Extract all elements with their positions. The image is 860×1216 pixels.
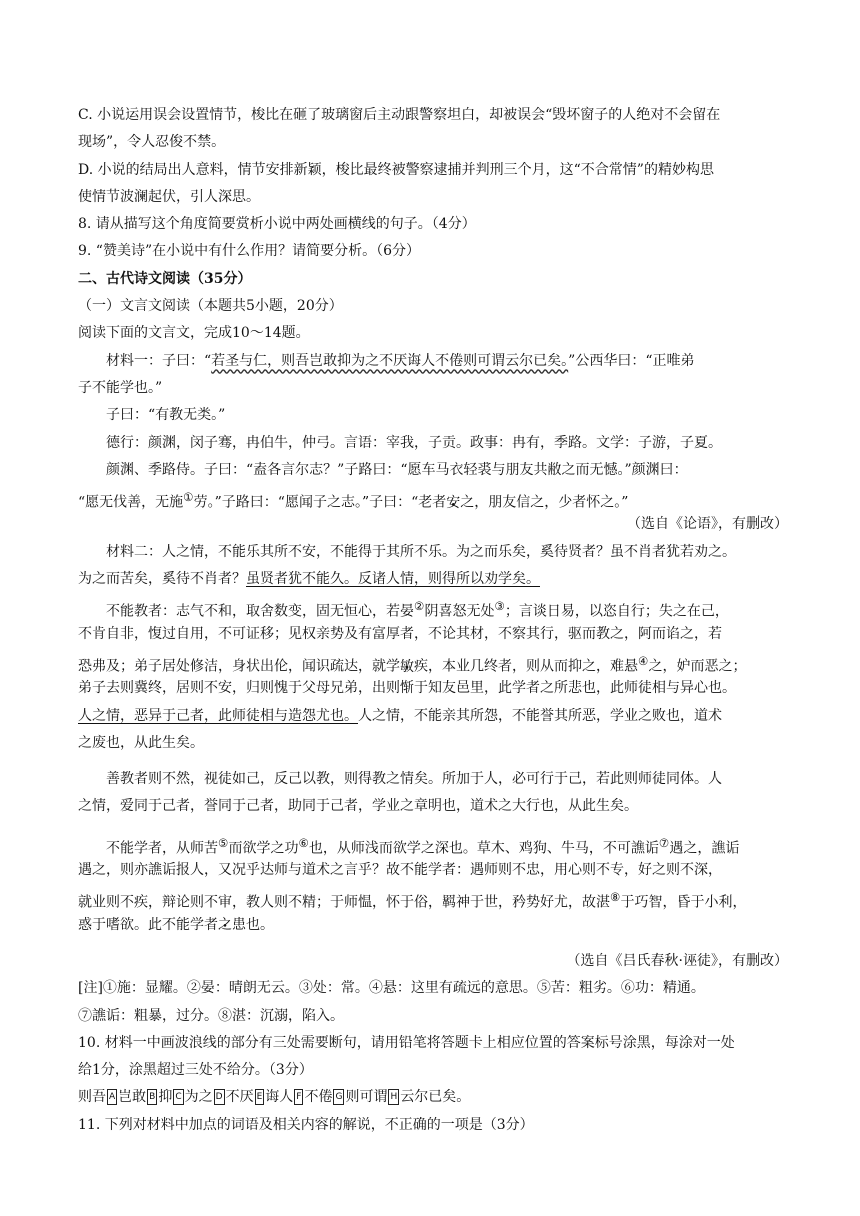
material2-p4-line3 xyxy=(78,884,788,911)
answer-box-d[interactable]: D xyxy=(214,1089,225,1105)
question-10-sentence xyxy=(78,1084,788,1111)
material1-line1-tail: ”公西华曰：“正唯弟 xyxy=(568,352,695,369)
material2-p2-line3-a: 恐弗及；弟子居处修洁，身状出伦，闻识疏达，就学 xyxy=(78,658,400,675)
footnote-marker: ② xyxy=(414,599,425,614)
answer-box-f[interactable]: F xyxy=(294,1089,303,1105)
material1-line5: 颜渊、季路侍。子曰：“盍各言尔志？”子路曰：“愿车马衣轻裘与朋友共敝之而无憾。”颜渊曰： xyxy=(106,461,688,478)
material2-p2-line1 xyxy=(78,593,788,620)
footnote-marker: ⑦ xyxy=(658,835,670,850)
material1-line6-c: 之，朋友信之，少者怀之。” xyxy=(460,494,629,511)
material2-p4-line2: 遇之，则亦譙诟报人，又况乎达师与道术之言乎？故不能学者：遇师则不忠，用心则不专，好之则不深， xyxy=(78,862,722,879)
material2-p2-line3 xyxy=(78,648,788,675)
wavy-underlined-passage: 若圣与仁，则吾岂敢抑为之不厌诲人不倦则可谓云尔已矣。 xyxy=(211,352,569,369)
footnote-marker: ⑥ xyxy=(298,835,309,850)
question-10-line1: 10. 材料一中画波浪线的部分有三处需要断句，请用铅笔将答题卡上相应位置的答案标号涂黑，每涂对一处 xyxy=(78,1034,735,1051)
material1-label: 材料一：子曰：“ xyxy=(106,352,212,369)
footnote-marker: ⑤ xyxy=(218,835,229,850)
footnote-marker: ④ xyxy=(638,653,649,668)
material2-source: （选自《吕氏春秋·诬徒》，有删改） xyxy=(566,952,788,969)
material2-p2-line5-b: 人之情，不能亲其所怨，不能誉其所恶，学业之败也，道术 xyxy=(358,707,722,724)
section-heading-ancient-poetry: 二、古代诗文阅读（35分） xyxy=(78,270,252,287)
sentence-segment: 则吾 xyxy=(78,1089,106,1106)
sentence-segment: 则可谓 xyxy=(345,1089,388,1106)
material2-p4-line1 xyxy=(78,830,788,857)
sentence-segment: 云尔已矣。 xyxy=(400,1089,471,1106)
material2-p4-line1-b: 而欲学之功 xyxy=(228,840,299,857)
material2-p4-line4-a: 惑于嗜欲。此不能学者 xyxy=(78,916,218,933)
q7-option-d-line2: 使情节波澜起伏，引人深思。 xyxy=(78,188,260,205)
footnote-marker: ⑧ xyxy=(610,890,621,905)
material1-line6-a: “愿无伐善，无施 xyxy=(78,494,184,511)
material2-p1-line2 xyxy=(78,566,788,593)
material2-p3-line2: 之情，爱同于己者，誉同于己者，助同于己者，学业之章明也，道术之大行也，从此生矣。 xyxy=(78,798,638,815)
material1-line6 xyxy=(78,484,788,511)
subsection-classical-reading: （一）文言文阅读（本题共5小题，20分） xyxy=(78,298,343,315)
sentence-segment: 不厌 xyxy=(225,1089,254,1106)
material2-p4-line1-a: 不能学者，从师苦 xyxy=(106,840,218,857)
material2-p2-line4: 弟子去则冀终，居则不安，归则愧于父母兄弟，出则惭于知友邑里，此学者之所悲也，此师徒相与异心也。 xyxy=(78,680,736,697)
material1-line1 xyxy=(78,348,788,375)
material2-p4-line1-d: 遇之，譙诟 xyxy=(669,840,740,857)
sentence-segment: 岂敢 xyxy=(118,1089,147,1106)
q7-option-c-line1: C. 小说运用误会设置情节，梭比在砸了玻璃窗后主动跟警察坦白，却被误会“毁坏窗子的人绝对不会留在 xyxy=(78,107,721,123)
material1-line6-b: 劳。”子路曰：“愿闻子之志。”子曰：“老者 xyxy=(193,494,447,511)
material1-line4: 德行：颜渊，闵子骞，冉伯牛，仲弓。言语：宰我，子贡。政事：冉有，季路。文学：子游，子夏。 xyxy=(106,434,722,451)
question-8: 8. 请从描写这个角度简要赏析小说中两处画横线的句子。（4分） xyxy=(78,216,476,233)
material2-p2-line1-c: ；言谈日易，以恣自行；失之在己， xyxy=(504,604,729,620)
q7-option-c-line2: 现场”，令人忍俊不禁。 xyxy=(78,134,226,151)
answer-box-g[interactable]: G xyxy=(333,1089,344,1105)
sentence-segment: 为之 xyxy=(184,1089,213,1106)
underlined-sentence: 虽贤者犹不能久。反诸人情，则得所以劝学矣。 xyxy=(246,571,540,588)
material2-p2-line3-c: 之，妒而恶之； xyxy=(648,658,747,675)
footnote-marker: ① xyxy=(183,490,194,505)
reading-instruction: 阅读下面的文言文，完成10～14题。 xyxy=(78,325,310,342)
dotted-word: 安 • xyxy=(446,495,460,511)
material1-line2: 子不能学也。” xyxy=(78,379,163,396)
material2-p4-line4-b: 患也。 xyxy=(232,916,274,933)
footnote-marker: ③ xyxy=(494,599,505,614)
material2-p4-line3-a: 就业则不疾，辩论则不审，教人则不精；于师愠，怀于俗，羁神于世，矜势好尤，故湛 xyxy=(78,894,610,911)
answer-box-c[interactable]: C xyxy=(173,1089,183,1105)
material2-p1-line2-a: 为之而苦矣，奚待不肖者？ xyxy=(78,571,246,588)
dotted-word: 敏 • xyxy=(400,659,414,675)
sentence-segment: 不倦 xyxy=(304,1089,333,1106)
sentence-segment: 抑 xyxy=(158,1089,173,1106)
exam-page xyxy=(78,102,788,1139)
answer-box-e[interactable]: E xyxy=(255,1089,265,1105)
material2-p2-line1-a: 不能教者：志气不和，取舍数变，固无恒心，若晏 xyxy=(106,604,414,620)
underlined-sentence: 人之情，恶异于己者，此师徒相与造怨尤也。 xyxy=(78,707,358,724)
sentence-segment: 诲人 xyxy=(265,1089,294,1106)
material2-p1-line1: 材料二：人之情，不能乐其所不安，不能得于其所不乐。为之而乐矣，奚待贤者？虽不肖者犹若劝之。 xyxy=(106,543,736,560)
material2-p4-line4 xyxy=(78,912,788,939)
question-10-line2: 给1分，涂黑超过三处不给分。（3分） xyxy=(78,1062,313,1079)
material1-source: （选自《论语》，有删改） xyxy=(627,516,788,533)
annotation-line1: [注]①施：显耀。②晏：晴朗无云。③处：常。④悬：这里有疏远的意思。⑤苦：粗劣。⑥功：精通。 xyxy=(78,980,705,997)
material2-p4-line1-c: 也，从师浅而欲学之深也。草木、鸡狗、牛马，不可譙诟 xyxy=(308,840,659,857)
question-11: 11. 下列对材料中加点的词语及相关内容的解说，不正确的一项是（3分） xyxy=(78,1116,534,1133)
q7-option-d-line1: D. 小说的结局出人意料，情节安排新颖，梭比最终被警察逮捕并判刑三个月，这“不合常情”的精妙构思 xyxy=(78,161,714,178)
answer-box-a[interactable]: A xyxy=(107,1089,117,1105)
answer-box-h[interactable]: H xyxy=(388,1089,399,1105)
material2-p2-line5 xyxy=(78,703,788,730)
material2-p2-line1-b: 阴喜怒无处 xyxy=(424,604,495,620)
material1-line3: 子曰：“有教无类。” xyxy=(106,407,226,424)
material2-p3-line1: 善教者则不然，视徒如己，反己以教，则得教之情矣。所加于人，必可行于己，若此则师徒同体。人 xyxy=(106,771,722,788)
dotted-word: 之 • xyxy=(218,917,232,933)
material2-p2-line3-b: 疾，本业几终者，则从而抑之，难悬 xyxy=(414,658,638,675)
material2-p2-line2: 不肯自非，愎过自用，不可证移；见权亲势及有富厚者，不论其材，不察其行，驱而教之，阿而谄之，若 xyxy=(78,625,722,642)
material2-p2-line6: 之废也，从此生矣。 xyxy=(78,734,204,751)
annotation-line2: ⑦譙诟：粗暴，过分。⑧湛：沉溺，陷入。 xyxy=(78,1007,344,1024)
answer-box-b[interactable]: B xyxy=(147,1089,157,1105)
question-9: 9. “赞美诗”在小说中有什么作用？请简要分析。（6分） xyxy=(78,243,421,260)
material2-p4-line3-b: 于巧智，昏于小利， xyxy=(620,894,747,911)
